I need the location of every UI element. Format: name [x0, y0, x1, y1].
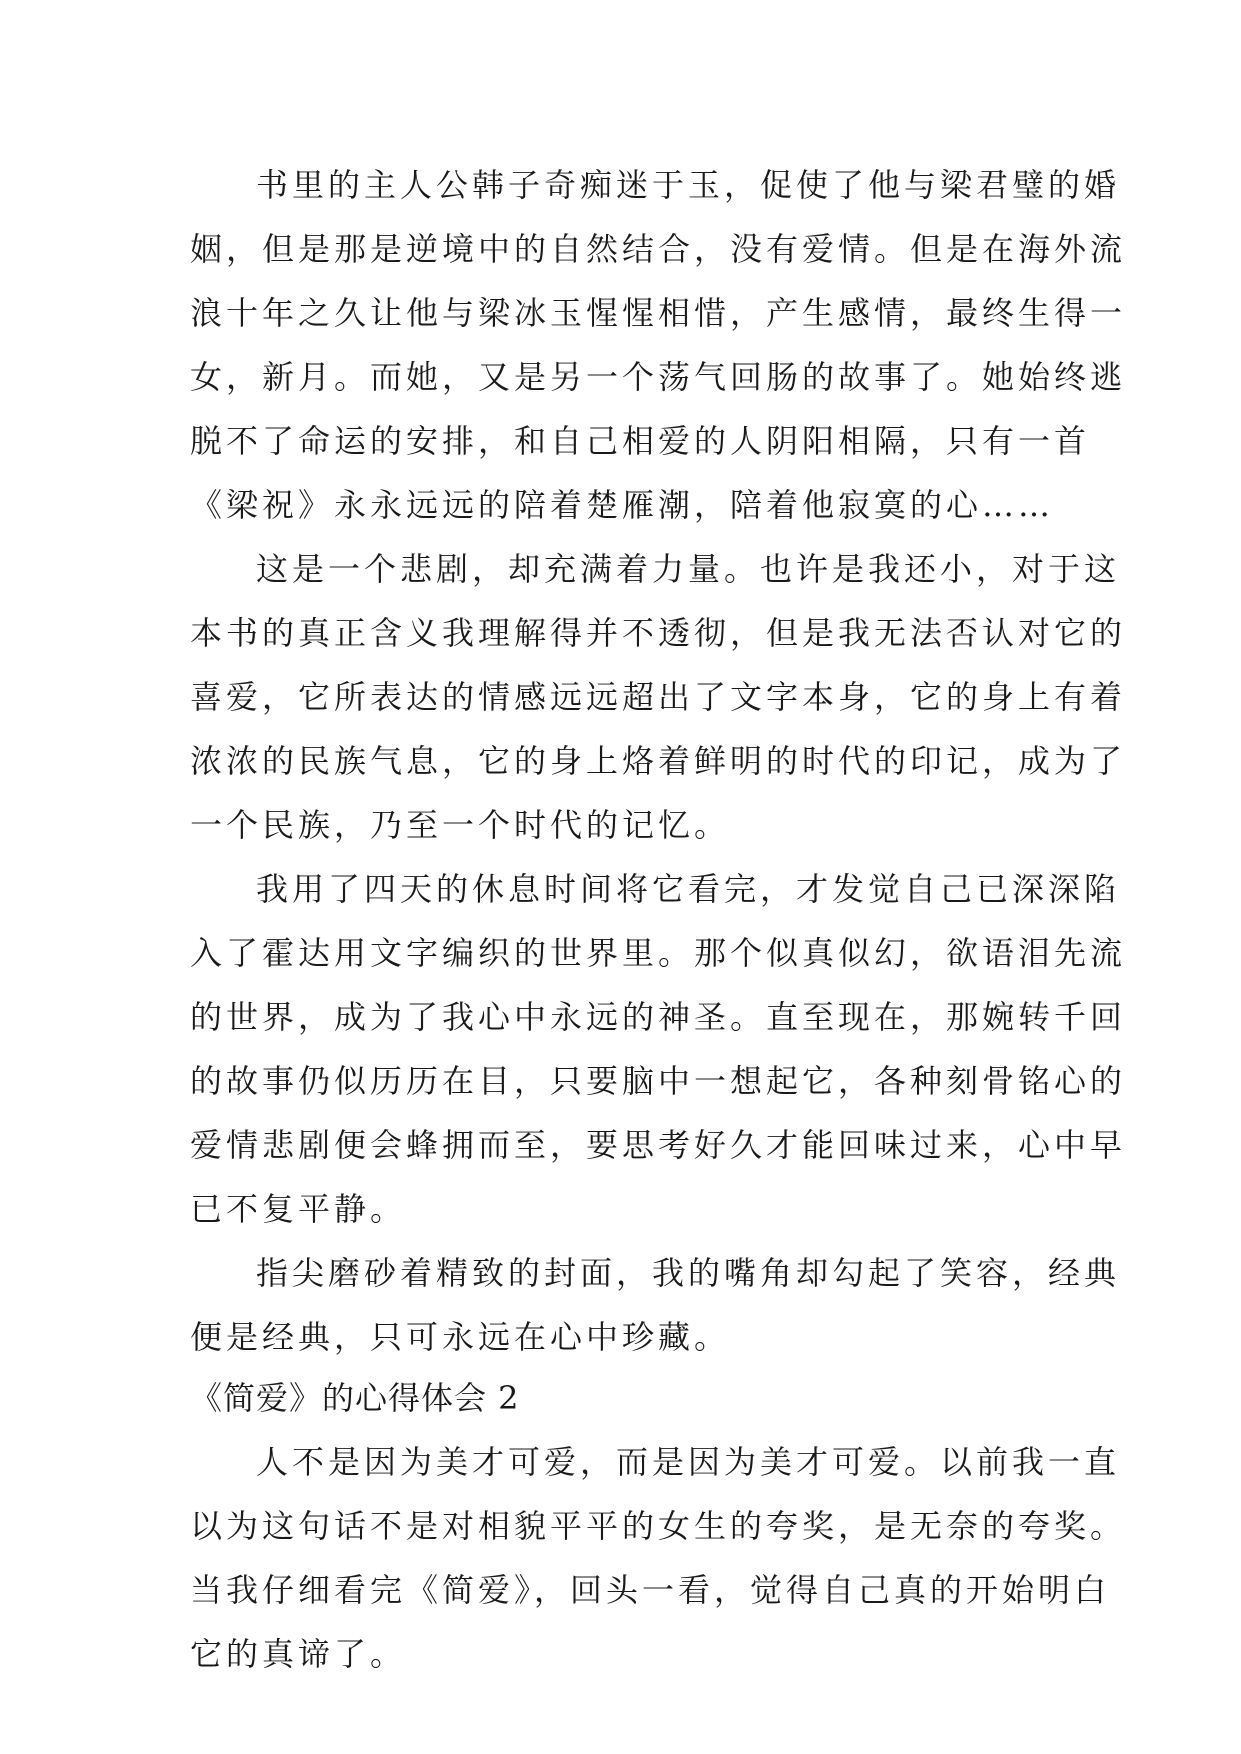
paragraph-line: 书里的主人公韩子奇痴迷于玉，促使了他与梁君璧的婚 [256, 166, 1121, 204]
paragraph-line: 脱不了命运的安排，和自己相爱的人阴阳相隔，只有一首 [190, 422, 1091, 460]
paragraph-line: 当我仔细看完《简爱》，回头一看，觉得自己真的开始明白 [190, 1571, 1111, 1609]
paragraph-line: 我用了四天的休息时间将它看完，才发觉自己已深深陷 [256, 870, 1121, 908]
paragraph-line: 便是经典，只可永远在心中珍藏。 [190, 1318, 731, 1356]
paragraph-line: 爱情悲剧便会蜂拥而至，要思考好久才能回味过来，心中早 [190, 1126, 1127, 1164]
paragraph-line: 女，新月。而她，又是另一个荡气回肠的故事了。她始终逃 [190, 358, 1127, 396]
paragraph-line: 一个民族，乃至一个时代的记忆。 [190, 806, 731, 844]
paragraph-line: 已不复平静。 [190, 1190, 407, 1228]
paragraph-line: 以为这句话不是对相貌平平的女生的夸奖，是无奈的夸奖。 [190, 1507, 1127, 1545]
paragraph-line: 入了霍达用文字编织的世界里。那个似真似幻，欲语泪先流 [190, 934, 1127, 972]
paragraph-line: 本书的真正含义我理解得并不透彻，但是我无法否认对它的 [190, 614, 1127, 652]
paragraph-line: 的世界，成为了我心中永远的神圣。直至现在，那婉转千回 [190, 998, 1127, 1036]
paragraph-line: 它的真谛了。 [190, 1635, 407, 1673]
paragraph-line: 这是一个悲剧，却充满着力量。也许是我还小，对于这 [256, 550, 1121, 588]
paragraph-line: 的故事仍似历历在目，只要脑中一想起它，各种刻骨铭心的 [190, 1062, 1127, 1100]
paragraph-line: 人不是因为美才可爱，而是因为美才可爱。以前我一直 [256, 1443, 1121, 1481]
paragraph-line: 喜爱，它所表达的情感远远超出了文字本身，它的身上有着 [190, 678, 1127, 716]
paragraph-line: 姻，但是那是逆境中的自然结合，没有爱情。但是在海外流 [190, 230, 1127, 268]
paragraph-line: 《梁祝》永永远远的陪着楚雁潮，陪着他寂寞的心…… [190, 486, 1055, 524]
paragraph-line: 指尖磨砂着精致的封面，我的嘴角却勾起了笑容，经典 [256, 1254, 1121, 1292]
paragraph-line: 浪十年之久让他与梁冰玉惺惺相惜，产生感情，最终生得一 [190, 294, 1127, 332]
section-heading: 《简爱》的心得体会 2 [190, 1379, 520, 1417]
paragraph-line: 浓浓的民族气息，它的身上烙着鲜明的时代的印记，成为了 [190, 742, 1127, 780]
